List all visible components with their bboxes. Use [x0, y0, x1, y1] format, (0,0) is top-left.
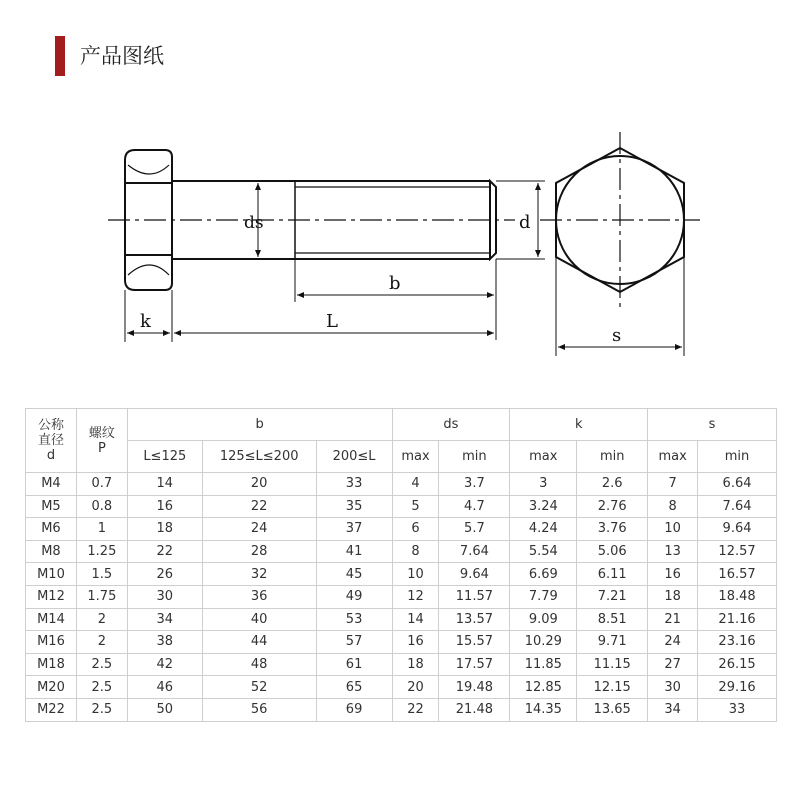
- s-label: s: [612, 325, 622, 346]
- table-cell: 37: [316, 518, 392, 541]
- table-cell: 12.57: [698, 540, 777, 563]
- table-cell: 21.16: [698, 608, 777, 631]
- table-cell: 69: [316, 698, 392, 721]
- table-cell: 14: [392, 608, 439, 631]
- header-nominal-line3: d: [46, 448, 56, 463]
- table-row: [26, 518, 777, 541]
- table-cell: 13.65: [577, 698, 648, 721]
- table-row: [26, 676, 777, 699]
- table-cell: 8: [648, 495, 698, 518]
- table-cell: 16: [648, 563, 698, 586]
- table-cell: 9.71: [577, 631, 648, 654]
- bolt-dimension-table: [25, 408, 777, 722]
- header-k: k: [510, 409, 648, 441]
- table-cell: 26.15: [698, 653, 777, 676]
- table-cell: 4.7: [439, 495, 510, 518]
- table-cell: 21.48: [439, 698, 510, 721]
- table-cell: 5.7: [439, 518, 510, 541]
- table-cell: 12.85: [510, 676, 577, 699]
- table-cell: 0.7: [76, 473, 127, 496]
- table-cell: M4: [26, 473, 77, 496]
- header-b: b: [127, 409, 392, 441]
- table-cell: 10: [648, 518, 698, 541]
- k-label: k: [140, 311, 151, 332]
- table-cell: 8.51: [577, 608, 648, 631]
- table-cell: 16: [127, 495, 202, 518]
- table-cell: 7.64: [698, 495, 777, 518]
- header-b-medium: 125≤L≤200: [202, 441, 316, 473]
- section-marker-bar: [55, 36, 65, 76]
- table-cell: 36: [202, 585, 316, 608]
- table-cell: 22: [202, 495, 316, 518]
- table-cell: 14.35: [510, 698, 577, 721]
- table-row: [26, 495, 777, 518]
- table-cell: 6.11: [577, 563, 648, 586]
- table-row: [26, 540, 777, 563]
- table-cell: 19.48: [439, 676, 510, 699]
- table-cell: 4.24: [510, 518, 577, 541]
- table-cell: 5: [392, 495, 439, 518]
- header-nominal-diameter: [26, 409, 77, 473]
- table-cell: M16: [26, 631, 77, 654]
- table-cell: 26: [127, 563, 202, 586]
- table-cell: 16: [392, 631, 439, 654]
- table-cell: 44: [202, 631, 316, 654]
- table-cell: 12: [392, 585, 439, 608]
- table-row: [26, 631, 777, 654]
- table-cell: 9.64: [698, 518, 777, 541]
- table-cell: M5: [26, 495, 77, 518]
- table-cell: 40: [202, 608, 316, 631]
- table-cell: 35: [316, 495, 392, 518]
- table-cell: 4: [392, 473, 439, 496]
- table-cell: 30: [127, 585, 202, 608]
- table-cell: 1: [76, 518, 127, 541]
- table-cell: 18: [648, 585, 698, 608]
- header-ds-max: max: [392, 441, 439, 473]
- table-cell: M12: [26, 585, 77, 608]
- b-label: b: [389, 273, 401, 294]
- table-cell: 2.6: [577, 473, 648, 496]
- table-cell: 0.8: [76, 495, 127, 518]
- table-row: [26, 698, 777, 721]
- table-cell: 14: [127, 473, 202, 496]
- table-cell: 3.76: [577, 518, 648, 541]
- table-cell: 21: [648, 608, 698, 631]
- header-pitch-line1: 螺纹: [88, 425, 115, 441]
- table-cell: 7: [648, 473, 698, 496]
- header-nominal-line2: 直径: [37, 433, 64, 448]
- header-k-max: max: [510, 441, 577, 473]
- table-cell: 18: [392, 653, 439, 676]
- table-cell: 38: [127, 631, 202, 654]
- table-cell: 50: [127, 698, 202, 721]
- table-cell: 2: [76, 631, 127, 654]
- table-cell: 33: [698, 698, 777, 721]
- section-title: 产品图纸: [80, 44, 164, 68]
- table-cell: 45: [316, 563, 392, 586]
- table-cell: 29.16: [698, 676, 777, 699]
- table-cell: 7.21: [577, 585, 648, 608]
- table-cell: 5.06: [577, 540, 648, 563]
- table-cell: 7.64: [439, 540, 510, 563]
- table-cell: 13.57: [439, 608, 510, 631]
- table-cell: 42: [127, 653, 202, 676]
- header-k-min: min: [577, 441, 648, 473]
- table-row: [26, 585, 777, 608]
- table-cell: 24: [648, 631, 698, 654]
- table-cell: 2: [76, 608, 127, 631]
- header-ds: ds: [392, 409, 510, 441]
- table-cell: M22: [26, 698, 77, 721]
- table-cell: 61: [316, 653, 392, 676]
- table-cell: 65: [316, 676, 392, 699]
- table-cell: 2.76: [577, 495, 648, 518]
- table-cell: 20: [392, 676, 439, 699]
- table-cell: 20: [202, 473, 316, 496]
- table-cell: 13: [648, 540, 698, 563]
- table-cell: 32: [202, 563, 316, 586]
- table-cell: 8: [392, 540, 439, 563]
- table-cell: 52: [202, 676, 316, 699]
- table-cell: 3.24: [510, 495, 577, 518]
- table-cell: 2.5: [76, 698, 127, 721]
- table-cell: 24: [202, 518, 316, 541]
- table-cell: 49: [316, 585, 392, 608]
- table-cell: 53: [316, 608, 392, 631]
- table-cell: 9.09: [510, 608, 577, 631]
- table-cell: 1.25: [76, 540, 127, 563]
- table-cell: 22: [392, 698, 439, 721]
- table-cell: 10: [392, 563, 439, 586]
- table-cell: 5.54: [510, 540, 577, 563]
- ds-label: ds: [244, 213, 264, 233]
- table-cell: 1.5: [76, 563, 127, 586]
- table-cell: 1.75: [76, 585, 127, 608]
- header-s: s: [648, 409, 777, 441]
- table-cell: 17.57: [439, 653, 510, 676]
- header-b-short: L≤125: [127, 441, 202, 473]
- header-s-max: max: [648, 441, 698, 473]
- table-cell: 57: [316, 631, 392, 654]
- table-cell: 34: [127, 608, 202, 631]
- table-cell: 11.57: [439, 585, 510, 608]
- table-cell: 30: [648, 676, 698, 699]
- table-cell: 34: [648, 698, 698, 721]
- table-cell: 12.15: [577, 676, 648, 699]
- table-cell: 28: [202, 540, 316, 563]
- table-row: [26, 473, 777, 496]
- table-cell: 46: [127, 676, 202, 699]
- table-cell: 11.85: [510, 653, 577, 676]
- table-cell: M20: [26, 676, 77, 699]
- table-cell: 10.29: [510, 631, 577, 654]
- header-ds-min: min: [439, 441, 510, 473]
- table-cell: M10: [26, 563, 77, 586]
- d-label: d: [519, 212, 531, 233]
- table-cell: M6: [26, 518, 77, 541]
- header-pitch: [76, 409, 127, 473]
- header-pitch-line2: P: [97, 440, 106, 456]
- table-cell: 2.5: [76, 653, 127, 676]
- table-cell: 27: [648, 653, 698, 676]
- table-cell: 6: [392, 518, 439, 541]
- table-row: [26, 563, 777, 586]
- table-cell: 6.64: [698, 473, 777, 496]
- table-cell: 3.7: [439, 473, 510, 496]
- L-label: L: [326, 311, 338, 332]
- table-cell: 3: [510, 473, 577, 496]
- table-cell: 9.64: [439, 563, 510, 586]
- table-cell: 41: [316, 540, 392, 563]
- table-cell: M8: [26, 540, 77, 563]
- bolt-technical-drawing: [0, 120, 800, 370]
- table-cell: M14: [26, 608, 77, 631]
- table-row: [26, 653, 777, 676]
- table-cell: 56: [202, 698, 316, 721]
- header-s-min: min: [698, 441, 777, 473]
- table-cell: 2.5: [76, 676, 127, 699]
- table-cell: 18.48: [698, 585, 777, 608]
- table-cell: 11.15: [577, 653, 648, 676]
- table-row: [26, 608, 777, 631]
- table-cell: 18: [127, 518, 202, 541]
- table-cell: 48: [202, 653, 316, 676]
- table-cell: 6.69: [510, 563, 577, 586]
- table-cell: 23.16: [698, 631, 777, 654]
- table-cell: 16.57: [698, 563, 777, 586]
- table-cell: 33: [316, 473, 392, 496]
- table-cell: 22: [127, 540, 202, 563]
- header-b-long: 200≤L: [316, 441, 392, 473]
- table-cell: 15.57: [439, 631, 510, 654]
- header-nominal-line1: 公称: [37, 418, 64, 433]
- table-cell: M18: [26, 653, 77, 676]
- table-cell: 7.79: [510, 585, 577, 608]
